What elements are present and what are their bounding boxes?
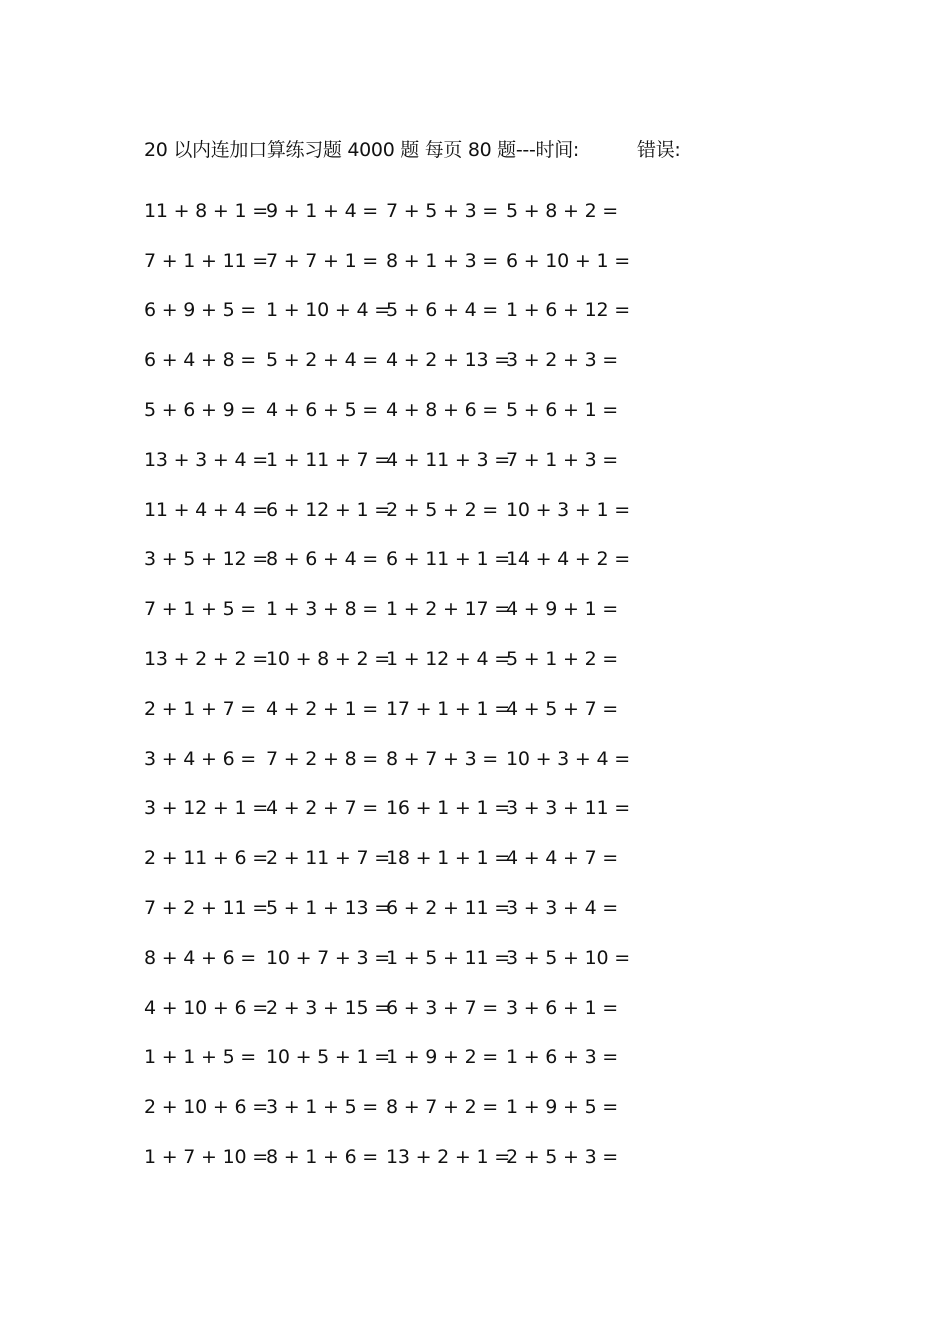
problem-grid [144,186,630,1182]
problem-row [144,983,626,1033]
problem-item: 4 + 2 + 7 = [266,797,379,820]
problem-item: 6 + 9 + 5 = [144,299,257,322]
problem-item: 4 + 2 + 1 = [266,697,379,720]
problem-item: 13 + 2 + 1 = [386,1146,510,1169]
problem-row [144,634,626,684]
problem-row [144,933,630,983]
problem-item: 7 + 2 + 8 = [266,747,379,770]
problem-item: 5 + 6 + 4 = [386,299,499,322]
problem-item: 5 + 1 + 13 = [266,897,390,920]
problem-item: 1 + 6 + 12 = [506,299,630,322]
worksheet-header [144,136,681,164]
problem-item: 4 + 6 + 5 = [266,399,379,422]
worksheet-title: 20 以内连加口算练习题 4000 题 每页 80 题---时间: [144,139,580,161]
problem-item: 6 + 4 + 8 = [144,349,257,372]
problem-item: 1 + 1 + 5 = [144,1046,257,1069]
problem-item: 1 + 7 + 10 = [144,1146,268,1169]
problem-item: 4 + 10 + 6 = [144,996,268,1019]
problem-item: 1 + 9 + 2 = [386,1046,499,1069]
problem-item: 4 + 5 + 7 = [506,697,619,720]
problem-item: 1 + 12 + 4 = [386,648,510,671]
problem-item: 17 + 1 + 1 = [386,697,510,720]
problem-item: 3 + 3 + 4 = [506,897,619,920]
problem-item: 1 + 9 + 5 = [506,1096,619,1119]
problem-item: 2 + 5 + 3 = [506,1146,619,1169]
problem-item: 2 + 1 + 7 = [144,697,257,720]
problem-row [144,535,630,585]
problem-item: 1 + 3 + 8 = [266,598,379,621]
problem-row [144,784,630,834]
problem-row [144,186,626,236]
problem-item: 2 + 3 + 15 = [266,996,390,1019]
problem-item: 10 + 5 + 1 = [266,1046,390,1069]
problem-item: 8 + 7 + 2 = [386,1096,499,1119]
problem-item: 6 + 10 + 1 = [506,249,630,272]
problem-item: 10 + 3 + 4 = [506,747,630,770]
problem-item: 1 + 10 + 4 = [266,299,390,322]
problem-item: 9 + 1 + 4 = [266,199,379,222]
problem-item: 13 + 3 + 4 = [144,448,268,471]
problem-item: 3 + 1 + 5 = [266,1096,379,1119]
problem-item: 5 + 1 + 2 = [506,648,619,671]
problem-item: 5 + 2 + 4 = [266,349,379,372]
problem-item: 11 + 8 + 1 = [144,199,268,222]
problem-item: 4 + 11 + 3 = [386,448,510,471]
problem-item: 4 + 8 + 6 = [386,399,499,422]
problem-row [144,1132,626,1182]
problem-item: 2 + 11 + 7 = [266,847,390,870]
problem-item: 16 + 1 + 1 = [386,797,510,820]
problem-row [144,435,626,485]
problem-item: 8 + 1 + 3 = [386,249,499,272]
problem-item: 8 + 6 + 4 = [266,548,379,571]
problem-row [144,684,626,734]
problem-item: 6 + 12 + 1 = [266,498,390,521]
problem-row [144,485,630,535]
problem-item: 3 + 12 + 1 = [144,797,268,820]
problem-item: 3 + 5 + 12 = [144,548,268,571]
problem-item: 1 + 11 + 7 = [266,448,390,471]
problem-item: 8 + 7 + 3 = [386,747,499,770]
problem-item: 4 + 9 + 1 = [506,598,619,621]
problem-item: 1 + 2 + 17 = [386,598,510,621]
problem-item: 1 + 5 + 11 = [386,946,510,969]
problem-item: 3 + 6 + 1 = [506,996,619,1019]
problem-item: 2 + 11 + 6 = [144,847,268,870]
problem-row [144,385,626,435]
problem-item: 14 + 4 + 2 = [506,548,630,571]
problem-row [144,335,626,385]
problem-row [144,236,630,286]
problem-item: 1 + 6 + 3 = [506,1046,619,1069]
problem-row [144,883,626,933]
problem-item: 5 + 6 + 1 = [506,399,619,422]
problem-item: 11 + 4 + 4 = [144,498,268,521]
problem-item: 13 + 2 + 2 = [144,648,268,671]
problem-item: 3 + 2 + 3 = [506,349,619,372]
errors-label: 错误: [637,139,681,161]
problem-item: 6 + 3 + 7 = [386,996,499,1019]
problem-item: 7 + 7 + 1 = [266,249,379,272]
problem-row [144,734,630,784]
problem-item: 3 + 5 + 10 = [506,946,630,969]
problem-row [144,1082,626,1132]
problem-item: 7 + 1 + 3 = [506,448,619,471]
problem-row [144,584,626,634]
problem-item: 10 + 8 + 2 = [266,648,390,671]
problem-item: 2 + 5 + 2 = [386,498,499,521]
problem-item: 5 + 8 + 2 = [506,199,619,222]
problem-item: 7 + 2 + 11 = [144,897,268,920]
problem-item: 10 + 3 + 1 = [506,498,630,521]
problem-item: 3 + 4 + 6 = [144,747,257,770]
problem-item: 8 + 4 + 6 = [144,946,257,969]
problem-item: 8 + 1 + 6 = [266,1146,379,1169]
problem-item: 4 + 2 + 13 = [386,349,510,372]
problem-item: 2 + 10 + 6 = [144,1096,268,1119]
problem-item: 6 + 2 + 11 = [386,897,510,920]
problem-item: 18 + 1 + 1 = [386,847,510,870]
problem-item: 10 + 7 + 3 = [266,946,390,969]
problem-row [144,833,626,883]
problem-item: 4 + 4 + 7 = [506,847,619,870]
problem-row [144,286,630,336]
problem-item: 6 + 11 + 1 = [386,548,510,571]
problem-item: 3 + 3 + 11 = [506,797,630,820]
problem-item: 7 + 5 + 3 = [386,199,499,222]
problem-row [144,1033,626,1083]
problem-item: 7 + 1 + 11 = [144,249,268,272]
problem-item: 5 + 6 + 9 = [144,399,257,422]
problem-item: 7 + 1 + 5 = [144,598,257,621]
